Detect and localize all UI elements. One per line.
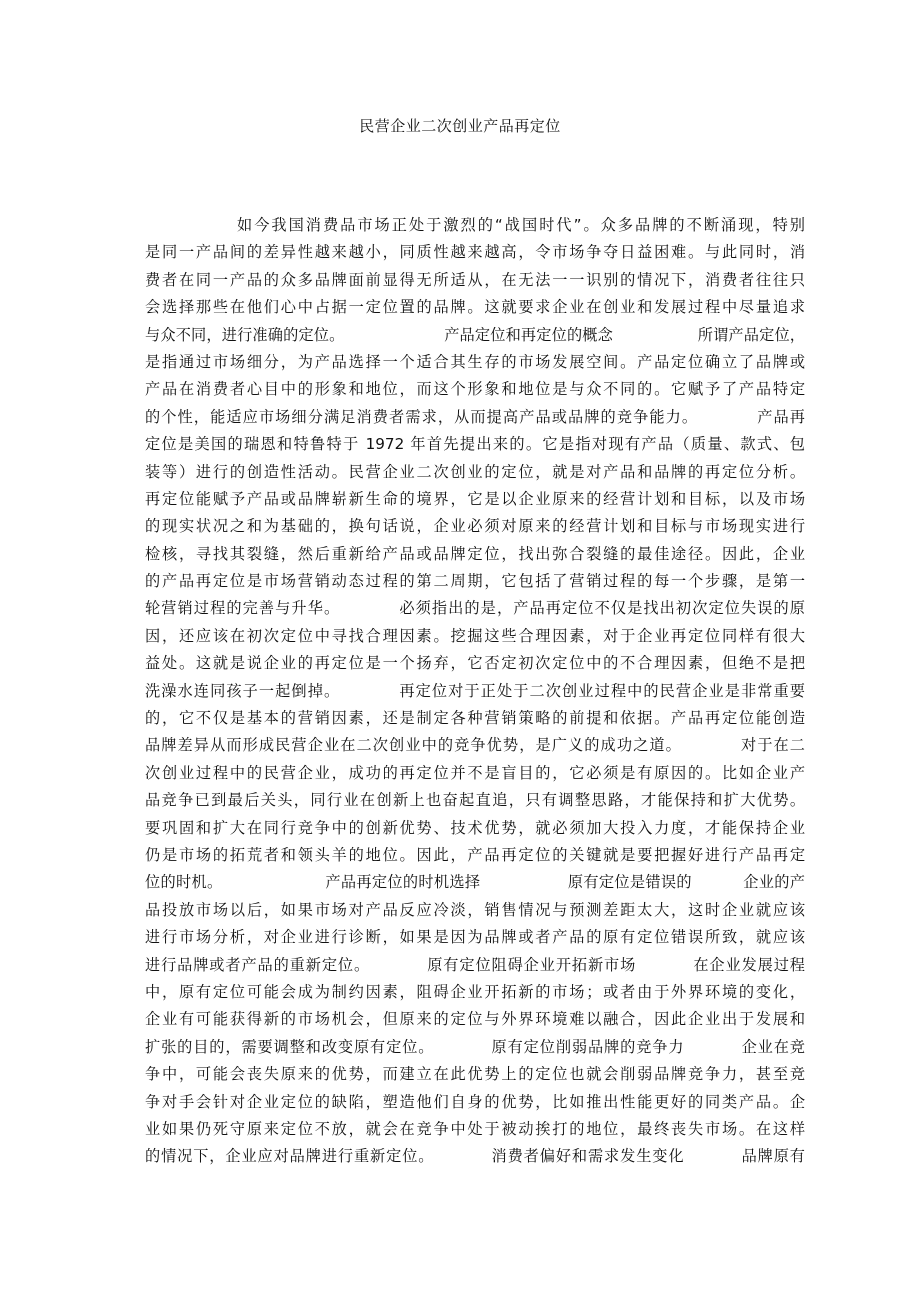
body-line: 进行市场分析，对企业进行诊断，如果是因为品牌或者产品的原有定位错误所致，就应该 [145,928,805,947]
body-line: 的产品再定位是市场营销动态过程的第二周期，它包括了营销过程的每一个步骤，是第一 [145,572,805,591]
body-line: 的个性，能适应市场细分满足消费者需求，从而提高产品或品牌的竞争能力。 产品再 [145,407,805,426]
body-line: 扩张的目的，需要调整和改变原有定位。 原有定位削弱品牌的竞争力 企业在竞 [145,1037,805,1056]
document-body [145,212,805,1171]
body-line: 产品在消费者心目中的形象和地位，而这个形象和地位是与众不同的。它赋予了产品特定 [145,380,805,399]
body-line: 益处。这就是说企业的再定位是一个扬弃，它否定初次定位中的不合理因素，但绝不是把 [145,654,805,673]
body-line: 进行品牌或者产品的重新定位。 原有定位阻碍企业开拓新市场 在企业发展过程 [145,955,805,974]
body-line: 是同一产品间的差异性越来越小，同质性越来越高，令市场争夺日益困难。与此同时，消 [145,243,805,262]
body-line: 轮营销过程的完善与升华。 必须指出的是，产品再定位不仅是找出初次定位失误的原 [145,599,805,618]
body-line: 与众不同，进行准确的定位。 产品定位和再定位的概念 所谓产品定位， [145,325,805,344]
body-line: 中，原有定位可能会成为制约因素，阻碍企业开拓新的市场；或者由于外界环境的变化， [145,982,805,1001]
body-line: 位的时机。 产品再定位的时机选择 原有定位是错误的 企业的产 [145,873,805,892]
body-line: 争对手会针对企业定位的缺陷，塑造他们自身的优势，比如推出性能更好的同类产品。企 [145,1092,805,1111]
body-line: 因，还应该在初次定位中寻找合理因素。挖掘这些合理因素，对于企业再定位同样有很大 [145,626,805,645]
body-line: 装等）进行的创造性活动。民营企业二次创业的定位，就是对产品和品牌的再定位分析。 [145,462,805,481]
body-line: 会选择那些在他们心中占据一定位置的品牌。这就要求企业在创业和发展过程中尽量追求 [145,298,805,317]
body-line: 品竞争已到最后关头，同行业在创新上也奋起直追，只有调整思路，才能保持和扩大优势。 [145,791,805,810]
body-line: 品牌差异从而形成民营企业在二次创业中的竞争优势，是广义的成功之道。 对于在二 [145,736,805,755]
document-title: 民营企业二次创业产品再定位 [359,117,561,135]
body-line: 的现实状况之和为基础的，换句话说，企业必须对原来的经营计划和目标与市场现实进行 [145,517,805,536]
body-line: 的情况下，企业应对品牌进行重新定位。 消费者偏好和需求发生变化 品牌原有 [145,1147,805,1166]
body-line: 检核，寻找其裂缝，然后重新给产品或品牌定位，找出弥合裂缝的最佳途径。因此，企业 [145,544,805,563]
body-line: 如今我国消费品市场正处于激烈的“战国时代”。众多品牌的不断涌现，特别 [237,216,805,234]
body-line: 品投放市场以后，如果市场对产品反应冷淡，销售情况与预测差距太大，这时企业就应该 [145,900,805,919]
body-line: 是指通过市场细分，为产品选择一个适合其生存的市场发展空间。产品定位确立了品牌或 [145,352,805,371]
body-line: 次创业过程中的民营企业，成功的再定位并不是盲目的，它必须是有原因的。比如企业产 [145,763,805,782]
body-line: 洗澡水连同孩子一起倒掉。 再定位对于正处于二次创业过程中的民营企业是非常重要 [145,681,805,700]
body-line: 费者在同一产品的众多品牌面前显得无所适从，在无法一一识别的情况下，消费者往往只 [145,270,805,289]
body-line: 要巩固和扩大在同行竞争中的创新优势、技术优势，就必须加大投入力度，才能保持企业 [145,818,805,837]
body-line: 定位是美国的瑞恩和特鲁特于 1972 年首先提出来的。它是指对现有产品（质量、款式、包 [145,435,805,454]
body-line: 业如果仍死守原来定位不放，就会在竞争中处于被动挨打的地位，最终丧失市场。在这样 [145,1119,805,1138]
body-line: 再定位能赋予产品或品牌崭新生命的境界，它是以企业原来的经营计划和目标，以及市场 [145,489,805,508]
body-line: 企业有可能获得新的市场机会，但原来的定位与外界环境难以融合，因此企业出于发展和 [145,1010,805,1029]
body-line: 仍是市场的拓荒者和领头羊的地位。因此，产品再定位的关键就是要把握好进行产品再定 [145,845,805,864]
body-line: 争中，可能会丧失原来的优势，而建立在此优势上的定位也就会削弱品牌竞争力，甚至竞 [145,1065,805,1084]
body-line: 的，它不仅是基本的营销因素，还是制定各种营销策略的前提和依据。产品再定位能创造 [145,709,805,728]
